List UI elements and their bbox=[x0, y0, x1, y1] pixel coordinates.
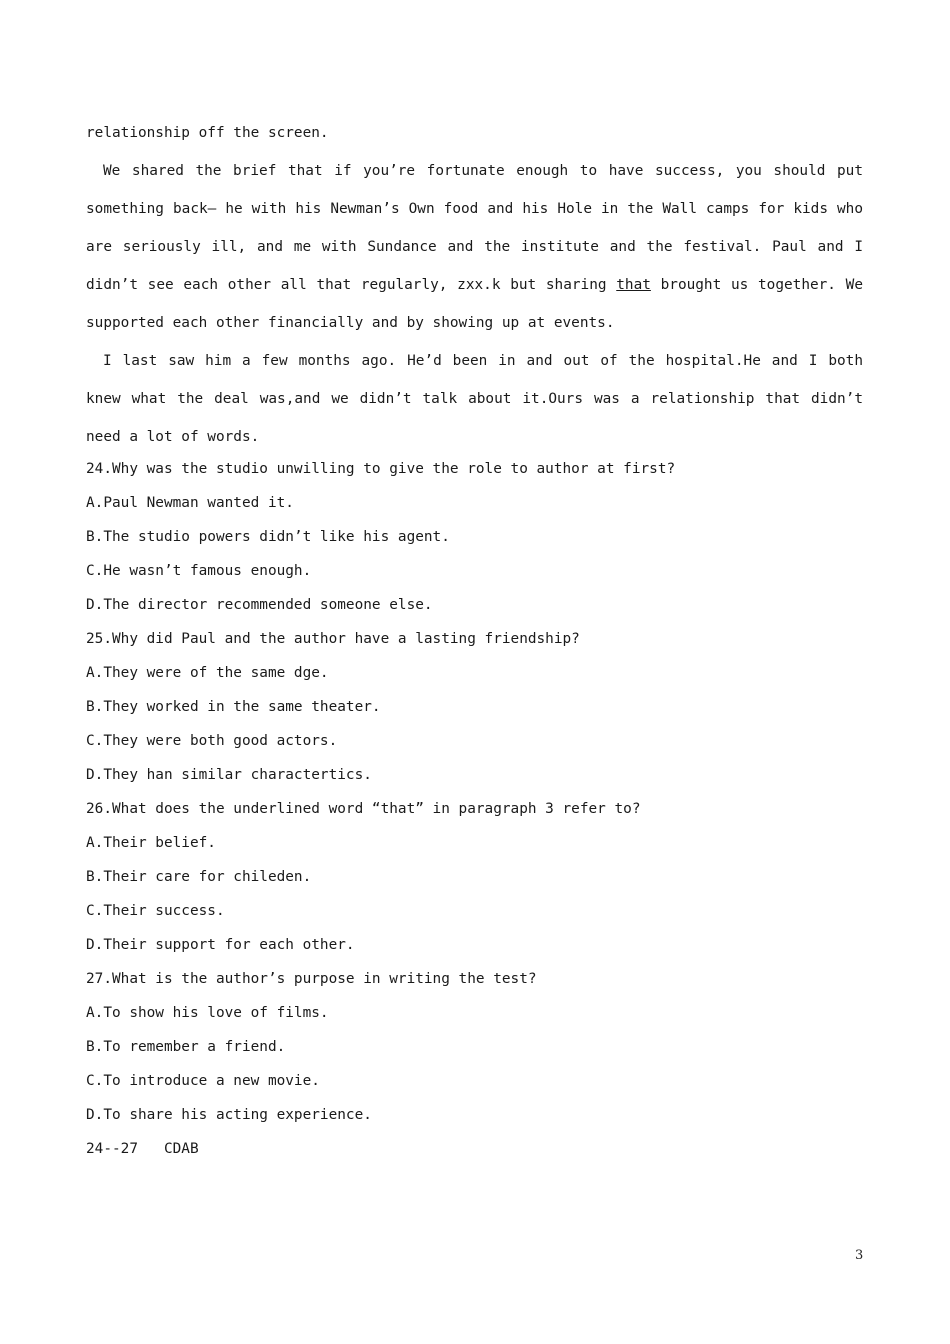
question-25 bbox=[86, 622, 863, 792]
question-option: A.Their belief. bbox=[86, 835, 216, 851]
page-number: 3 bbox=[855, 1248, 864, 1263]
passage-paragraph-1-tail: relationship off the screen. bbox=[86, 125, 329, 141]
question-option: C.To introduce a new movie. bbox=[86, 1073, 320, 1089]
question-option: D.To share his acting experience. bbox=[86, 1107, 372, 1123]
question-option: B.They worked in the same theater. bbox=[86, 699, 381, 715]
question-option: A.They were of the same dge. bbox=[86, 665, 329, 681]
question-list bbox=[86, 452, 863, 1166]
question-24 bbox=[86, 452, 863, 622]
question-option: B.To remember a friend. bbox=[86, 1039, 286, 1055]
passage-paragraph-3: I last saw him a few months ago. He’d been in and out of the hospital.He and I both knew what the deal was,and we didn’t talk about it.Ours was a relationship that didn’t need a lot of words. bbox=[86, 353, 863, 445]
question-option: D.They han similar charactertics. bbox=[86, 767, 372, 783]
question-option: C.Their success. bbox=[86, 903, 225, 919]
question-option: D.The director recommended someone else. bbox=[86, 597, 433, 613]
question-stem: 27.What is the author’s purpose in writing the test? bbox=[86, 971, 537, 987]
question-stem: 25.Why did Paul and the author have a lasting friendship? bbox=[86, 631, 580, 647]
passage-paragraph-2-text-after: brought us together. We supported each other financially and by showing up at events. bbox=[86, 277, 864, 331]
question-stem: 24.Why was the studio unwilling to give the role to author at first? bbox=[86, 461, 676, 477]
question-option: D.Their support for each other. bbox=[86, 937, 355, 953]
document-page bbox=[86, 114, 863, 1166]
question-option: A.To show his love of films. bbox=[86, 1005, 329, 1021]
question-stem: 26.What does the underlined word “that” in paragraph 3 refer to? bbox=[86, 801, 641, 817]
underlined-word: that bbox=[616, 277, 651, 293]
answer-key: 24--27 CDAB bbox=[86, 1141, 199, 1157]
question-26 bbox=[86, 792, 863, 962]
question-option: C.He wasn’t famous enough. bbox=[86, 563, 312, 579]
question-option: C.They were both good actors. bbox=[86, 733, 338, 749]
question-option: A.Paul Newman wanted it. bbox=[86, 495, 294, 511]
question-option: B.Their care for chileden. bbox=[86, 869, 312, 885]
question-option: B.The studio powers didn’t like his agent. bbox=[86, 529, 450, 545]
question-27 bbox=[86, 962, 863, 1132]
passage-paragraph-2 bbox=[86, 152, 863, 342]
passage-paragraph-2-text-before: We shared the brief that if you’re fortunate enough to have success, you should put something back— he with his Newman’s Own food and his Hole in the Wall camps for kids who are seriously ill, and me with Sundance and the institute and the festival. Paul and I didn’t see each other all that regularly, zxx.k but sharing bbox=[86, 163, 863, 293]
